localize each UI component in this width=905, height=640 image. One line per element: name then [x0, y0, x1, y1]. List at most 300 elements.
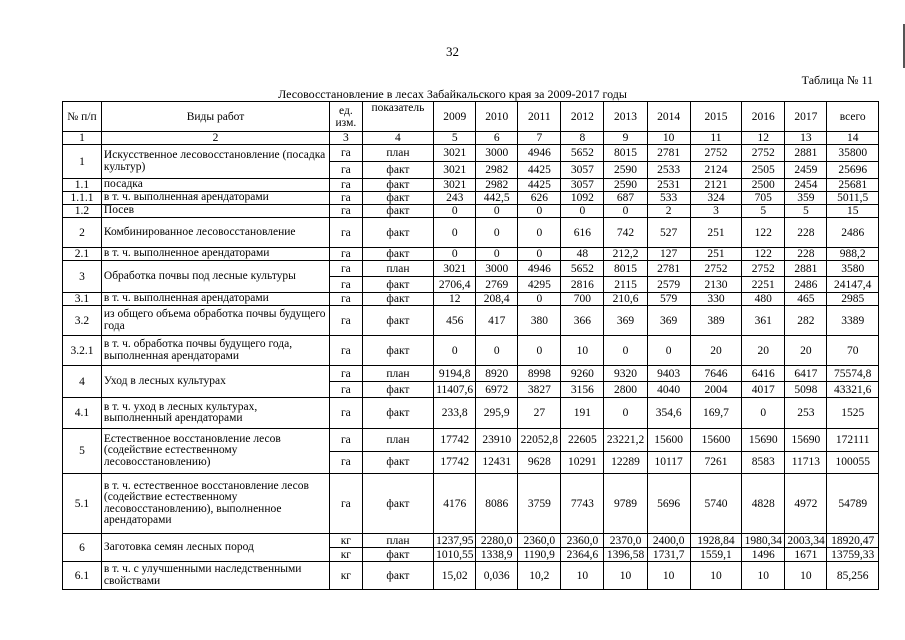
row-number: 2: [63, 218, 102, 248]
value-cell: 380: [518, 306, 561, 336]
value-cell: 626: [518, 192, 561, 205]
value-cell: 15,02: [434, 562, 476, 590]
value-cell: 3580: [827, 261, 879, 277]
column-number-cell: 9: [604, 132, 647, 145]
value-cell: 15600: [647, 429, 690, 452]
value-cell: 1671: [785, 548, 827, 562]
value-cell: 1010,55: [434, 548, 476, 562]
value-cell: 212,2: [604, 248, 647, 261]
value-cell: 22052,8: [518, 429, 561, 452]
value-cell: 17742: [434, 429, 476, 452]
value-cell: 456: [434, 306, 476, 336]
value-cell: 8015: [604, 261, 647, 277]
value-cell: 6417: [785, 366, 827, 382]
unit-cell: га: [330, 192, 363, 205]
value-cell: 9789: [604, 474, 647, 534]
work-type: в т. ч. с улучшенными наследственными свойствами: [101, 562, 329, 590]
value-cell: 2004: [690, 382, 742, 398]
table-body: [63, 102, 879, 590]
indicator-cell: факт: [362, 562, 434, 590]
value-cell: 15600: [690, 429, 742, 452]
header-cell: ед. изм.: [330, 102, 363, 132]
work-type: посадка: [101, 179, 329, 192]
indicator-cell: факт: [362, 205, 434, 218]
value-cell: 228: [785, 218, 827, 248]
value-cell: 4946: [518, 261, 561, 277]
value-cell: 366: [561, 306, 604, 336]
value-cell: 1190,9: [518, 548, 561, 562]
table-row: [63, 562, 879, 590]
table-row: [63, 534, 879, 548]
value-cell: 0: [518, 205, 561, 218]
row-number: 4: [63, 366, 102, 398]
value-cell: 122: [742, 218, 785, 248]
value-cell: 5652: [561, 261, 604, 277]
row-number: 5.1: [63, 474, 102, 534]
column-number-cell: 14: [827, 132, 879, 145]
value-cell: 579: [647, 293, 690, 306]
value-cell: 7743: [561, 474, 604, 534]
indicator-cell: факт: [362, 179, 434, 192]
table-row: [63, 261, 879, 277]
table-row: [63, 145, 879, 162]
value-cell: 25696: [827, 162, 879, 179]
value-cell: 5696: [647, 474, 690, 534]
indicator-cell: план: [362, 261, 434, 277]
value-cell: 4972: [785, 474, 827, 534]
value-cell: 480: [742, 293, 785, 306]
work-type: Естественное восстановление лесов (содействие естественному лесовосстановлению): [101, 429, 329, 474]
value-cell: 2752: [742, 261, 785, 277]
indicator-cell: факт: [362, 162, 434, 179]
unit-cell: га: [330, 382, 363, 398]
reforestation-table: [62, 101, 879, 590]
table-title: Лесовосстановление в лесах Забайкальского края за 2009-2017 годы: [278, 87, 627, 101]
value-cell: 0: [434, 248, 476, 261]
value-cell: 3057: [561, 179, 604, 192]
value-cell: 2400,0: [647, 534, 690, 548]
value-cell: 12431: [476, 451, 518, 474]
value-cell: 2500: [742, 179, 785, 192]
row-number: 1.1.1: [63, 192, 102, 205]
header-cell: 2016: [742, 102, 785, 132]
unit-cell: га: [330, 293, 363, 306]
table-row: [63, 179, 879, 192]
unit-cell: га: [330, 277, 363, 293]
value-cell: 4176: [434, 474, 476, 534]
value-cell: 2752: [742, 145, 785, 162]
unit-cell: га: [330, 145, 363, 162]
value-cell: 172111: [827, 429, 879, 452]
value-cell: 8998: [518, 366, 561, 382]
value-cell: 5011,5: [827, 192, 879, 205]
header-row: [63, 102, 879, 132]
value-cell: 2364,6: [561, 548, 604, 562]
column-number-cell: 7: [518, 132, 561, 145]
row-number: 6.1: [63, 562, 102, 590]
table-row: [63, 336, 879, 366]
table-row: [63, 205, 879, 218]
value-cell: 2115: [604, 277, 647, 293]
column-number-cell: 8: [561, 132, 604, 145]
value-cell: 70: [827, 336, 879, 366]
table-row: [63, 306, 879, 336]
indicator-cell: план: [362, 366, 434, 382]
value-cell: 43321,6: [827, 382, 879, 398]
value-cell: 0: [476, 248, 518, 261]
indicator-cell: факт: [362, 474, 434, 534]
header-cell: Виды работ: [101, 102, 329, 132]
value-cell: 2360,0: [561, 534, 604, 548]
value-cell: 1928,84: [690, 534, 742, 548]
row-number: 3.2.1: [63, 336, 102, 366]
value-cell: 988,2: [827, 248, 879, 261]
unit-cell: га: [330, 248, 363, 261]
value-cell: 3000: [476, 145, 518, 162]
value-cell: 2769: [476, 277, 518, 293]
value-cell: 24147,4: [827, 277, 879, 293]
value-cell: 13759,33: [827, 548, 879, 562]
value-cell: 127: [647, 248, 690, 261]
value-cell: 3: [690, 205, 742, 218]
value-cell: 1237,95: [434, 534, 476, 548]
value-cell: 0: [434, 336, 476, 366]
column-number-cell: 10: [647, 132, 690, 145]
work-type: в т. ч. выполненная арендаторами: [101, 192, 329, 205]
value-cell: 2454: [785, 179, 827, 192]
value-cell: 1731,7: [647, 548, 690, 562]
value-cell: 359: [785, 192, 827, 205]
column-number-cell: 11: [690, 132, 742, 145]
value-cell: 2486: [785, 277, 827, 293]
column-number-row: [63, 132, 879, 145]
value-cell: 0: [604, 336, 647, 366]
value-cell: 0: [434, 205, 476, 218]
indicator-cell: факт: [362, 218, 434, 248]
table-row: [63, 366, 879, 382]
value-cell: 742: [604, 218, 647, 248]
indicator-cell: факт: [362, 382, 434, 398]
value-cell: 75574,8: [827, 366, 879, 382]
value-cell: 25681: [827, 179, 879, 192]
value-cell: 48: [561, 248, 604, 261]
value-cell: 10: [785, 562, 827, 590]
value-cell: 0: [604, 398, 647, 429]
indicator-cell: факт: [362, 293, 434, 306]
value-cell: 2985: [827, 293, 879, 306]
value-cell: 700: [561, 293, 604, 306]
indicator-cell: план: [362, 534, 434, 548]
header-cell: 2017: [785, 102, 827, 132]
value-cell: 3021: [434, 145, 476, 162]
work-type: Комбинированное лесовосстановление: [101, 218, 329, 248]
column-number-cell: 13: [785, 132, 827, 145]
value-cell: 11407,6: [434, 382, 476, 398]
value-cell: 10: [647, 562, 690, 590]
value-cell: 251: [690, 248, 742, 261]
row-number: 3.2: [63, 306, 102, 336]
value-cell: 35800: [827, 145, 879, 162]
value-cell: 2982: [476, 179, 518, 192]
value-cell: 9260: [561, 366, 604, 382]
value-cell: 1338,9: [476, 548, 518, 562]
value-cell: 2781: [647, 261, 690, 277]
value-cell: 6416: [742, 366, 785, 382]
row-number: 6: [63, 534, 102, 562]
value-cell: 20: [690, 336, 742, 366]
value-cell: 3021: [434, 179, 476, 192]
unit-cell: га: [330, 261, 363, 277]
value-cell: 9628: [518, 451, 561, 474]
table-row: [63, 248, 879, 261]
work-type: Уход в лесных культурах: [101, 366, 329, 398]
value-cell: 12: [434, 293, 476, 306]
table-row: [63, 192, 879, 205]
unit-cell: га: [330, 179, 363, 192]
value-cell: 2280,0: [476, 534, 518, 548]
value-cell: 2251: [742, 277, 785, 293]
value-cell: 5740: [690, 474, 742, 534]
table-row: [63, 218, 879, 248]
header-cell: 2013: [604, 102, 647, 132]
unit-cell: га: [330, 366, 363, 382]
row-number: 3.1: [63, 293, 102, 306]
value-cell: 0: [518, 248, 561, 261]
value-cell: 10: [561, 562, 604, 590]
row-number: 2.1: [63, 248, 102, 261]
indicator-cell: факт: [362, 277, 434, 293]
column-number-cell: 6: [476, 132, 518, 145]
unit-cell: кг: [330, 534, 363, 548]
header-cell: 2009: [434, 102, 476, 132]
header-cell: 2010: [476, 102, 518, 132]
value-cell: 10: [604, 562, 647, 590]
value-cell: 330: [690, 293, 742, 306]
value-cell: 122: [742, 248, 785, 261]
value-cell: 15690: [742, 429, 785, 452]
value-cell: 527: [647, 218, 690, 248]
value-cell: 2533: [647, 162, 690, 179]
value-cell: 2881: [785, 261, 827, 277]
value-cell: 8583: [742, 451, 785, 474]
value-cell: 169,7: [690, 398, 742, 429]
indicator-cell: план: [362, 145, 434, 162]
page-number: 32: [446, 44, 459, 59]
value-cell: 191: [561, 398, 604, 429]
value-cell: 4828: [742, 474, 785, 534]
value-cell: 705: [742, 192, 785, 205]
unit-cell: га: [330, 336, 363, 366]
row-number: 3: [63, 261, 102, 293]
header-cell: 2011: [518, 102, 561, 132]
indicator-cell: факт: [362, 336, 434, 366]
value-cell: 210,6: [604, 293, 647, 306]
value-cell: 10: [561, 336, 604, 366]
value-cell: 3156: [561, 382, 604, 398]
unit-cell: га: [330, 451, 363, 474]
value-cell: 2531: [647, 179, 690, 192]
value-cell: 6972: [476, 382, 518, 398]
value-cell: 2505: [742, 162, 785, 179]
value-cell: 251: [690, 218, 742, 248]
unit-cell: кг: [330, 548, 363, 562]
row-number: 1.1: [63, 179, 102, 192]
value-cell: 7646: [690, 366, 742, 382]
unit-cell: га: [330, 218, 363, 248]
indicator-cell: факт: [362, 248, 434, 261]
indicator-cell: факт: [362, 451, 434, 474]
value-cell: 228: [785, 248, 827, 261]
value-cell: 85,256: [827, 562, 879, 590]
header-cell: всего: [827, 102, 879, 132]
value-cell: 23221,2: [604, 429, 647, 452]
work-type: в т. ч. естественное восстановление лесов (содействие естественному лесовосстановлению), выполненное арендаторами: [101, 474, 329, 534]
value-cell: 2706,4: [434, 277, 476, 293]
value-cell: 5652: [561, 145, 604, 162]
value-cell: 3021: [434, 261, 476, 277]
value-cell: 5: [742, 205, 785, 218]
value-cell: 2121: [690, 179, 742, 192]
value-cell: 2459: [785, 162, 827, 179]
value-cell: 2881: [785, 145, 827, 162]
header-cell: показатель: [362, 102, 434, 132]
value-cell: 18920,47: [827, 534, 879, 548]
value-cell: 253: [785, 398, 827, 429]
value-cell: 1396,58: [604, 548, 647, 562]
value-cell: 20: [785, 336, 827, 366]
value-cell: 2800: [604, 382, 647, 398]
table-row: [63, 398, 879, 429]
value-cell: 2486: [827, 218, 879, 248]
value-cell: 9403: [647, 366, 690, 382]
value-cell: 442,5: [476, 192, 518, 205]
value-cell: 23910: [476, 429, 518, 452]
value-cell: 10: [742, 562, 785, 590]
column-number-cell: 3: [330, 132, 363, 145]
value-cell: 0: [647, 336, 690, 366]
column-number-cell: 2: [101, 132, 329, 145]
work-type: из общего объема обработка почвы будущего года: [101, 306, 329, 336]
value-cell: 1980,34: [742, 534, 785, 548]
row-number: 1: [63, 145, 102, 179]
table-row: [63, 293, 879, 306]
value-cell: 10: [690, 562, 742, 590]
value-cell: 10,2: [518, 562, 561, 590]
unit-cell: га: [330, 306, 363, 336]
indicator-cell: факт: [362, 398, 434, 429]
value-cell: 5: [785, 205, 827, 218]
value-cell: 1092: [561, 192, 604, 205]
table-label: Таблица № 11: [801, 73, 873, 87]
value-cell: 15: [827, 205, 879, 218]
value-cell: 295,9: [476, 398, 518, 429]
value-cell: 0: [604, 205, 647, 218]
value-cell: 27: [518, 398, 561, 429]
unit-cell: га: [330, 162, 363, 179]
value-cell: 9320: [604, 366, 647, 382]
column-number-cell: 4: [362, 132, 434, 145]
value-cell: 2752: [690, 261, 742, 277]
indicator-cell: факт: [362, 192, 434, 205]
value-cell: 7261: [690, 451, 742, 474]
value-cell: 5098: [785, 382, 827, 398]
value-cell: 2: [647, 205, 690, 218]
indicator-cell: факт: [362, 548, 434, 562]
value-cell: 2982: [476, 162, 518, 179]
value-cell: 389: [690, 306, 742, 336]
value-cell: 243: [434, 192, 476, 205]
value-cell: 2130: [690, 277, 742, 293]
value-cell: 369: [604, 306, 647, 336]
value-cell: 2752: [690, 145, 742, 162]
value-cell: 208,4: [476, 293, 518, 306]
indicator-cell: план: [362, 429, 434, 452]
value-cell: 2370,0: [604, 534, 647, 548]
value-cell: 4425: [518, 162, 561, 179]
value-cell: 4946: [518, 145, 561, 162]
value-cell: 2816: [561, 277, 604, 293]
work-type: в т. ч. выполненная арендаторами: [101, 293, 329, 306]
value-cell: 687: [604, 192, 647, 205]
value-cell: 1525: [827, 398, 879, 429]
value-cell: 0: [561, 205, 604, 218]
value-cell: 100055: [827, 451, 879, 474]
value-cell: 8086: [476, 474, 518, 534]
value-cell: 0: [518, 336, 561, 366]
row-number: 4.1: [63, 398, 102, 429]
value-cell: 0: [476, 205, 518, 218]
work-type: Посев: [101, 205, 329, 218]
value-cell: 11713: [785, 451, 827, 474]
table-row: [63, 429, 879, 452]
value-cell: 3000: [476, 261, 518, 277]
value-cell: 2124: [690, 162, 742, 179]
value-cell: 324: [690, 192, 742, 205]
work-type: в т. ч. выполненное арендаторами: [101, 248, 329, 261]
value-cell: 0: [476, 336, 518, 366]
value-cell: 2590: [604, 179, 647, 192]
value-cell: 282: [785, 306, 827, 336]
unit-cell: га: [330, 398, 363, 429]
value-cell: 369: [647, 306, 690, 336]
column-number-cell: 1: [63, 132, 102, 145]
value-cell: 2579: [647, 277, 690, 293]
value-cell: 20: [742, 336, 785, 366]
column-number-cell: 12: [742, 132, 785, 145]
value-cell: 233,8: [434, 398, 476, 429]
value-cell: 361: [742, 306, 785, 336]
header-cell: № п/п: [63, 102, 102, 132]
value-cell: 9194,8: [434, 366, 476, 382]
row-number: 1.2: [63, 205, 102, 218]
value-cell: 2003,34: [785, 534, 827, 548]
value-cell: 0: [742, 398, 785, 429]
value-cell: 3759: [518, 474, 561, 534]
value-cell: 0,036: [476, 562, 518, 590]
indicator-cell: факт: [362, 306, 434, 336]
value-cell: 4017: [742, 382, 785, 398]
table-row: [63, 474, 879, 534]
column-number-cell: 5: [434, 132, 476, 145]
unit-cell: га: [330, 205, 363, 218]
value-cell: 1559,1: [690, 548, 742, 562]
value-cell: 4040: [647, 382, 690, 398]
value-cell: 616: [561, 218, 604, 248]
value-cell: 54789: [827, 474, 879, 534]
work-type: Искусственное лесовосстановление (посадка культур): [101, 145, 329, 179]
work-type: Обработка почвы под лесные культуры: [101, 261, 329, 293]
value-cell: 12289: [604, 451, 647, 474]
